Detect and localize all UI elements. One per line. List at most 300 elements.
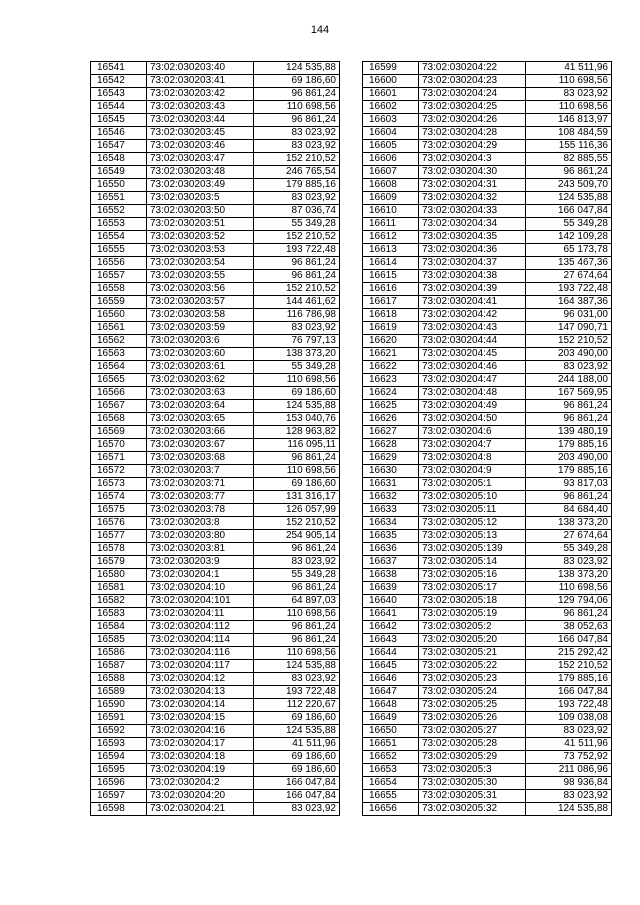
cadastral-value: 41 511,96 bbox=[526, 62, 612, 75]
cadastral-value: 83 023,92 bbox=[254, 192, 340, 205]
cadastral-number: 73:02:030204:38 bbox=[419, 270, 526, 283]
table-row bbox=[363, 166, 612, 179]
cadastral-number: 73:02:030203:6 bbox=[147, 335, 254, 348]
table-row bbox=[91, 777, 340, 790]
cadastral-value: 110 698,56 bbox=[526, 582, 612, 595]
cadastral-value: 87 036,74 bbox=[254, 205, 340, 218]
row-number: 16656 bbox=[363, 803, 419, 816]
cadastral-value: 215 292,42 bbox=[526, 647, 612, 660]
cadastral-value: 96 861,24 bbox=[254, 257, 340, 270]
cadastral-value: 153 040,76 bbox=[254, 413, 340, 426]
cadastral-number: 73:02:030203:67 bbox=[147, 439, 254, 452]
row-number: 16601 bbox=[363, 88, 419, 101]
cadastral-number: 73:02:030204:114 bbox=[147, 634, 254, 647]
cadastral-number: 73:02:030204:20 bbox=[147, 790, 254, 803]
cadastral-number: 73:02:030204:48 bbox=[419, 387, 526, 400]
cadastral-number: 73:02:030203:48 bbox=[147, 166, 254, 179]
cadastral-value: 109 038,08 bbox=[526, 712, 612, 725]
row-number: 16607 bbox=[363, 166, 419, 179]
cadastral-number: 73:02:030203:40 bbox=[147, 62, 254, 75]
cadastral-number: 73:02:030205:3 bbox=[419, 764, 526, 777]
cadastral-value: 244 188,00 bbox=[526, 374, 612, 387]
row-number: 16650 bbox=[363, 725, 419, 738]
table-row bbox=[363, 296, 612, 309]
table-row bbox=[91, 699, 340, 712]
cadastral-value: 83 023,92 bbox=[526, 361, 612, 374]
table-row bbox=[363, 725, 612, 738]
table-row bbox=[363, 686, 612, 699]
table-row bbox=[91, 686, 340, 699]
table-row bbox=[91, 478, 340, 491]
cadastral-value: 96 861,24 bbox=[254, 582, 340, 595]
cadastral-value: 116 095,11 bbox=[254, 439, 340, 452]
row-number: 16551 bbox=[91, 192, 147, 205]
row-number: 16543 bbox=[91, 88, 147, 101]
table-row bbox=[91, 647, 340, 660]
row-number: 16652 bbox=[363, 751, 419, 764]
row-number: 16625 bbox=[363, 400, 419, 413]
cadastral-value: 152 210,52 bbox=[526, 335, 612, 348]
row-number: 16593 bbox=[91, 738, 147, 751]
cadastral-number: 73:02:030203:46 bbox=[147, 140, 254, 153]
cadastral-number: 73:02:030203:41 bbox=[147, 75, 254, 88]
row-number: 16579 bbox=[91, 556, 147, 569]
cadastral-number: 73:02:030203:58 bbox=[147, 309, 254, 322]
cadastral-value: 166 047,84 bbox=[254, 790, 340, 803]
row-number: 16571 bbox=[91, 452, 147, 465]
cadastral-value: 96 861,24 bbox=[526, 166, 612, 179]
cadastral-number: 73:02:030204:117 bbox=[147, 660, 254, 673]
table-row bbox=[91, 114, 340, 127]
table-row bbox=[363, 621, 612, 634]
cadastral-value: 166 047,84 bbox=[526, 686, 612, 699]
cadastral-number: 73:02:030204:46 bbox=[419, 361, 526, 374]
cadastral-number: 73:02:030204:50 bbox=[419, 413, 526, 426]
table-row bbox=[363, 712, 612, 725]
cadastral-number: 73:02:030205:30 bbox=[419, 777, 526, 790]
row-number: 16611 bbox=[363, 218, 419, 231]
cadastral-number: 73:02:030205:2 bbox=[419, 621, 526, 634]
cadastral-value: 144 461,62 bbox=[254, 296, 340, 309]
table-row bbox=[363, 569, 612, 582]
table-row bbox=[91, 348, 340, 361]
row-number: 16570 bbox=[91, 439, 147, 452]
cadastral-number: 73:02:030203:81 bbox=[147, 543, 254, 556]
table-row bbox=[91, 595, 340, 608]
row-number: 16564 bbox=[91, 361, 147, 374]
table-row bbox=[363, 556, 612, 569]
row-number: 16594 bbox=[91, 751, 147, 764]
table-row bbox=[363, 62, 612, 75]
row-number: 16590 bbox=[91, 699, 147, 712]
cadastral-value: 96 861,24 bbox=[254, 634, 340, 647]
cadastral-number: 73:02:030203:64 bbox=[147, 400, 254, 413]
cadastral-value: 166 047,84 bbox=[526, 634, 612, 647]
table-row bbox=[91, 751, 340, 764]
table-row bbox=[91, 673, 340, 686]
cadastral-number: 73:02:030205:25 bbox=[419, 699, 526, 712]
table-row bbox=[363, 205, 612, 218]
cadastral-number: 73:02:030205:21 bbox=[419, 647, 526, 660]
table-row bbox=[91, 400, 340, 413]
cadastral-value: 41 511,96 bbox=[254, 738, 340, 751]
table-row bbox=[91, 270, 340, 283]
row-number: 16541 bbox=[91, 62, 147, 75]
cadastral-number: 73:02:030205:12 bbox=[419, 517, 526, 530]
row-number: 16637 bbox=[363, 556, 419, 569]
row-number: 16609 bbox=[363, 192, 419, 205]
cadastral-number: 73:02:030205:20 bbox=[419, 634, 526, 647]
row-number: 16575 bbox=[91, 504, 147, 517]
cadastral-value: 96 861,24 bbox=[254, 452, 340, 465]
cadastral-number: 73:02:030204:3 bbox=[419, 153, 526, 166]
table-row bbox=[91, 257, 340, 270]
cadastral-value: 246 765,54 bbox=[254, 166, 340, 179]
row-number: 16643 bbox=[363, 634, 419, 647]
row-number: 16563 bbox=[91, 348, 147, 361]
table-row bbox=[91, 361, 340, 374]
row-number: 16599 bbox=[363, 62, 419, 75]
cadastral-number: 73:02:030204:10 bbox=[147, 582, 254, 595]
cadastral-number: 73:02:030205:14 bbox=[419, 556, 526, 569]
row-number: 16582 bbox=[91, 595, 147, 608]
row-number: 16616 bbox=[363, 283, 419, 296]
cadastral-number: 73:02:030205:31 bbox=[419, 790, 526, 803]
cadastral-value: 193 722,48 bbox=[526, 699, 612, 712]
cadastral-number: 73:02:030205:29 bbox=[419, 751, 526, 764]
cadastral-value: 128 963,82 bbox=[254, 426, 340, 439]
cadastral-number: 73:02:030203:45 bbox=[147, 127, 254, 140]
cadastral-number: 73:02:030205:23 bbox=[419, 673, 526, 686]
table-row bbox=[363, 647, 612, 660]
cadastral-number: 73:02:030204:33 bbox=[419, 205, 526, 218]
row-number: 16627 bbox=[363, 426, 419, 439]
cadastral-value: 110 698,56 bbox=[254, 608, 340, 621]
row-number: 16567 bbox=[91, 400, 147, 413]
table-row bbox=[91, 218, 340, 231]
row-number: 16583 bbox=[91, 608, 147, 621]
row-number: 16633 bbox=[363, 504, 419, 517]
cadastral-value: 124 535,88 bbox=[254, 62, 340, 75]
row-number: 16591 bbox=[91, 712, 147, 725]
table-row bbox=[91, 387, 340, 400]
cadastral-number: 73:02:030204:22 bbox=[419, 62, 526, 75]
table-row bbox=[363, 803, 612, 816]
table-row bbox=[363, 738, 612, 751]
cadastral-number: 73:02:030205:22 bbox=[419, 660, 526, 673]
row-number: 16596 bbox=[91, 777, 147, 790]
cadastral-number: 73:02:030204:25 bbox=[419, 101, 526, 114]
cadastral-number: 73:02:030205:26 bbox=[419, 712, 526, 725]
cadastral-number: 73:02:030204:11 bbox=[147, 608, 254, 621]
cadastral-number: 73:02:030203:9 bbox=[147, 556, 254, 569]
row-number: 16542 bbox=[91, 75, 147, 88]
cadastral-value: 38 052,63 bbox=[526, 621, 612, 634]
cadastral-value: 69 186,60 bbox=[254, 387, 340, 400]
row-number: 16592 bbox=[91, 725, 147, 738]
cadastral-value: 124 535,88 bbox=[254, 660, 340, 673]
cadastral-value: 142 109,28 bbox=[526, 231, 612, 244]
table-row bbox=[91, 140, 340, 153]
cadastral-number: 73:02:030203:71 bbox=[147, 478, 254, 491]
cadastral-value: 27 674,64 bbox=[526, 270, 612, 283]
cadastral-number: 73:02:030205:27 bbox=[419, 725, 526, 738]
table-row bbox=[91, 153, 340, 166]
table-row bbox=[363, 114, 612, 127]
cadastral-table-right bbox=[362, 61, 612, 816]
table-row bbox=[363, 608, 612, 621]
table-row bbox=[91, 166, 340, 179]
table-row bbox=[363, 439, 612, 452]
cadastral-value: 147 090,71 bbox=[526, 322, 612, 335]
row-number: 16547 bbox=[91, 140, 147, 153]
cadastral-value: 96 861,24 bbox=[526, 608, 612, 621]
table-row bbox=[363, 257, 612, 270]
cadastral-value: 96 861,24 bbox=[526, 491, 612, 504]
cadastral-number: 73:02:030204:112 bbox=[147, 621, 254, 634]
table-row bbox=[363, 595, 612, 608]
cadastral-value: 164 387,36 bbox=[526, 296, 612, 309]
cadastral-number: 73:02:030204:35 bbox=[419, 231, 526, 244]
row-number: 16545 bbox=[91, 114, 147, 127]
row-number: 16614 bbox=[363, 257, 419, 270]
row-number: 16636 bbox=[363, 543, 419, 556]
cadastral-value: 96 861,24 bbox=[254, 543, 340, 556]
table-row bbox=[91, 101, 340, 114]
cadastral-number: 73:02:030205:139 bbox=[419, 543, 526, 556]
cadastral-value: 84 684,40 bbox=[526, 504, 612, 517]
cadastral-value: 155 116,36 bbox=[526, 140, 612, 153]
table-row bbox=[363, 543, 612, 556]
cadastral-value: 124 535,88 bbox=[254, 400, 340, 413]
cadastral-value: 112 220,67 bbox=[254, 699, 340, 712]
table-row bbox=[363, 790, 612, 803]
table-row bbox=[363, 478, 612, 491]
cadastral-number: 73:02:030203:44 bbox=[147, 114, 254, 127]
cadastral-number: 73:02:030205:18 bbox=[419, 595, 526, 608]
cadastral-number: 73:02:030203:47 bbox=[147, 153, 254, 166]
cadastral-number: 73:02:030204:15 bbox=[147, 712, 254, 725]
cadastral-number: 73:02:030205:11 bbox=[419, 504, 526, 517]
cadastral-value: 152 210,52 bbox=[254, 231, 340, 244]
table-row bbox=[91, 517, 340, 530]
cadastral-value: 96 861,24 bbox=[254, 114, 340, 127]
table-row bbox=[363, 127, 612, 140]
cadastral-number: 73:02:030204:36 bbox=[419, 244, 526, 257]
cadastral-number: 73:02:030204:23 bbox=[419, 75, 526, 88]
row-number: 16630 bbox=[363, 465, 419, 478]
cadastral-number: 73:02:030204:37 bbox=[419, 257, 526, 270]
row-number: 16569 bbox=[91, 426, 147, 439]
cadastral-number: 73:02:030204:28 bbox=[419, 127, 526, 140]
cadastral-number: 73:02:030204:12 bbox=[147, 673, 254, 686]
cadastral-value: 69 186,60 bbox=[254, 478, 340, 491]
row-number: 16566 bbox=[91, 387, 147, 400]
cadastral-value: 179 885,16 bbox=[254, 179, 340, 192]
row-number: 16576 bbox=[91, 517, 147, 530]
cadastral-value: 116 786,98 bbox=[254, 309, 340, 322]
cadastral-value: 69 186,60 bbox=[254, 712, 340, 725]
table-row bbox=[363, 764, 612, 777]
cadastral-number: 73:02:030203:66 bbox=[147, 426, 254, 439]
cadastral-number: 73:02:030203:77 bbox=[147, 491, 254, 504]
cadastral-value: 55 349,28 bbox=[254, 361, 340, 374]
table-row bbox=[363, 322, 612, 335]
cadastral-number: 73:02:030203:55 bbox=[147, 270, 254, 283]
table-row bbox=[363, 75, 612, 88]
cadastral-value: 96 861,24 bbox=[526, 400, 612, 413]
cadastral-value: 126 057,99 bbox=[254, 504, 340, 517]
row-number: 16560 bbox=[91, 309, 147, 322]
cadastral-value: 83 023,92 bbox=[254, 556, 340, 569]
row-number: 16610 bbox=[363, 205, 419, 218]
cadastral-number: 73:02:030204:9 bbox=[419, 465, 526, 478]
cadastral-value: 166 047,84 bbox=[254, 777, 340, 790]
row-number: 16552 bbox=[91, 205, 147, 218]
cadastral-number: 73:02:030203:59 bbox=[147, 322, 254, 335]
cadastral-value: 135 467,36 bbox=[526, 257, 612, 270]
cadastral-value: 96 861,24 bbox=[254, 88, 340, 101]
table-row bbox=[91, 634, 340, 647]
cadastral-number: 73:02:030205:32 bbox=[419, 803, 526, 816]
row-number: 16644 bbox=[363, 647, 419, 660]
cadastral-number: 73:02:030203:60 bbox=[147, 348, 254, 361]
cadastral-value: 55 349,28 bbox=[254, 569, 340, 582]
row-number: 16629 bbox=[363, 452, 419, 465]
cadastral-value: 83 023,92 bbox=[254, 673, 340, 686]
cadastral-value: 82 885,55 bbox=[526, 153, 612, 166]
table-row bbox=[91, 127, 340, 140]
cadastral-value: 138 373,20 bbox=[526, 569, 612, 582]
row-number: 16585 bbox=[91, 634, 147, 647]
row-number: 16550 bbox=[91, 179, 147, 192]
cadastral-number: 73:02:030204:29 bbox=[419, 140, 526, 153]
row-number: 16586 bbox=[91, 647, 147, 660]
row-number: 16646 bbox=[363, 673, 419, 686]
cadastral-value: 193 722,48 bbox=[526, 283, 612, 296]
table-row bbox=[91, 296, 340, 309]
row-number: 16554 bbox=[91, 231, 147, 244]
cadastral-value: 93 817,03 bbox=[526, 478, 612, 491]
cadastral-value: 98 936,84 bbox=[526, 777, 612, 790]
table-row bbox=[91, 231, 340, 244]
row-number: 16556 bbox=[91, 257, 147, 270]
cadastral-number: 73:02:030203:49 bbox=[147, 179, 254, 192]
row-number: 16628 bbox=[363, 439, 419, 452]
row-number: 16635 bbox=[363, 530, 419, 543]
row-number: 16568 bbox=[91, 413, 147, 426]
table-row bbox=[91, 803, 340, 816]
cadastral-value: 110 698,56 bbox=[254, 465, 340, 478]
cadastral-number: 73:02:030204:21 bbox=[147, 803, 254, 816]
cadastral-value: 83 023,92 bbox=[526, 88, 612, 101]
table-row bbox=[363, 218, 612, 231]
table-row bbox=[91, 439, 340, 452]
cadastral-value: 254 905,14 bbox=[254, 530, 340, 543]
cadastral-value: 73 752,92 bbox=[526, 751, 612, 764]
cadastral-number: 73:02:030205:1 bbox=[419, 478, 526, 491]
table-row bbox=[91, 205, 340, 218]
cadastral-value: 83 023,92 bbox=[254, 803, 340, 816]
table-row bbox=[363, 426, 612, 439]
cadastral-value: 138 373,20 bbox=[254, 348, 340, 361]
table-row bbox=[91, 738, 340, 751]
cadastral-number: 73:02:030204:8 bbox=[419, 452, 526, 465]
table-row bbox=[91, 764, 340, 777]
table-row bbox=[363, 361, 612, 374]
cadastral-number: 73:02:030203:54 bbox=[147, 257, 254, 270]
row-number: 16573 bbox=[91, 478, 147, 491]
cadastral-value: 55 349,28 bbox=[526, 218, 612, 231]
table-row bbox=[91, 452, 340, 465]
row-number: 16645 bbox=[363, 660, 419, 673]
cadastral-number: 73:02:030203:56 bbox=[147, 283, 254, 296]
cadastral-value: 65 173,78 bbox=[526, 244, 612, 257]
row-number: 16574 bbox=[91, 491, 147, 504]
row-number: 16553 bbox=[91, 218, 147, 231]
table-row bbox=[91, 283, 340, 296]
cadastral-number: 73:02:030204:32 bbox=[419, 192, 526, 205]
cadastral-number: 73:02:030205:13 bbox=[419, 530, 526, 543]
cadastral-number: 73:02:030204:18 bbox=[147, 751, 254, 764]
table-row bbox=[363, 517, 612, 530]
table-row bbox=[91, 530, 340, 543]
cadastral-number: 73:02:030203:61 bbox=[147, 361, 254, 374]
table-row bbox=[363, 491, 612, 504]
cadastral-value: 152 210,52 bbox=[254, 283, 340, 296]
cadastral-number: 73:02:030203:57 bbox=[147, 296, 254, 309]
cadastral-number: 73:02:030204:41 bbox=[419, 296, 526, 309]
cadastral-value: 110 698,56 bbox=[526, 101, 612, 114]
table-row bbox=[91, 374, 340, 387]
cadastral-value: 203 490,00 bbox=[526, 452, 612, 465]
row-number: 16634 bbox=[363, 517, 419, 530]
row-number: 16546 bbox=[91, 127, 147, 140]
row-number: 16649 bbox=[363, 712, 419, 725]
cadastral-value: 55 349,28 bbox=[526, 543, 612, 556]
table-row bbox=[363, 582, 612, 595]
table-row bbox=[363, 270, 612, 283]
cadastral-value: 69 186,60 bbox=[254, 764, 340, 777]
cadastral-number: 73:02:030203:5 bbox=[147, 192, 254, 205]
cadastral-number: 73:02:030203:50 bbox=[147, 205, 254, 218]
cadastral-number: 73:02:030204:101 bbox=[147, 595, 254, 608]
row-number: 16581 bbox=[91, 582, 147, 595]
row-number: 16638 bbox=[363, 569, 419, 582]
table-row bbox=[91, 179, 340, 192]
row-number: 16561 bbox=[91, 322, 147, 335]
cadastral-value: 167 569,95 bbox=[526, 387, 612, 400]
row-number: 16555 bbox=[91, 244, 147, 257]
row-number: 16589 bbox=[91, 686, 147, 699]
row-number: 16578 bbox=[91, 543, 147, 556]
table-row bbox=[363, 699, 612, 712]
row-number: 16584 bbox=[91, 621, 147, 634]
table-row bbox=[363, 400, 612, 413]
table-row bbox=[91, 621, 340, 634]
row-number: 16595 bbox=[91, 764, 147, 777]
row-number: 16653 bbox=[363, 764, 419, 777]
table-row bbox=[91, 244, 340, 257]
cadastral-number: 73:02:030203:42 bbox=[147, 88, 254, 101]
row-number: 16647 bbox=[363, 686, 419, 699]
table-row bbox=[363, 634, 612, 647]
row-number: 16631 bbox=[363, 478, 419, 491]
cadastral-value: 83 023,92 bbox=[526, 725, 612, 738]
table-row bbox=[363, 283, 612, 296]
cadastral-value: 124 535,88 bbox=[254, 725, 340, 738]
table-row bbox=[91, 426, 340, 439]
